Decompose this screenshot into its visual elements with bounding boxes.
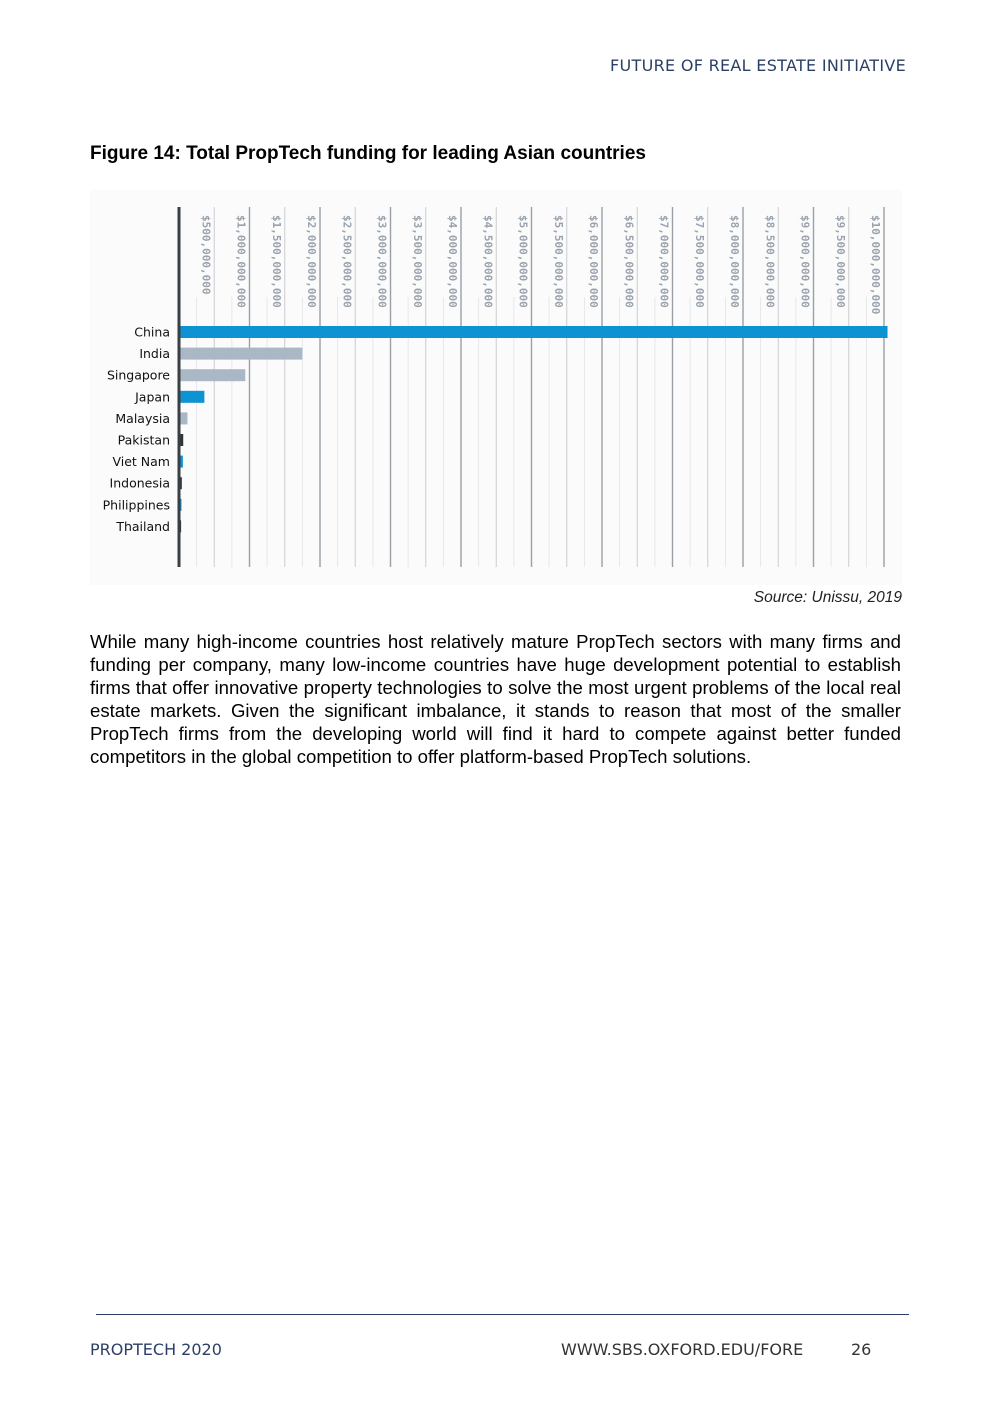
figure-source: Source: Unissu, 2019 <box>753 589 902 606</box>
category-label: Singapore <box>106 367 170 383</box>
bar-japan <box>179 391 204 403</box>
page-number: 26 <box>851 1340 872 1359</box>
category-label: India <box>139 346 170 362</box>
category-label: Philippines <box>102 497 170 513</box>
footer-url-link[interactable]: WWW.SBS.OXFORD.EDU/FORE <box>561 1340 804 1359</box>
tick-label: $500,000,000 <box>199 215 213 295</box>
tick-label: $8,500,000,000 <box>763 215 777 308</box>
chart-area <box>90 190 902 585</box>
category-label: China <box>134 324 170 340</box>
category-label: Malaysia <box>115 410 170 426</box>
footer-divider <box>96 1314 909 1315</box>
category-label: Japan <box>135 389 170 405</box>
tick-label: $1,000,000,000 <box>234 215 248 308</box>
figure-title: Figure 14: Total PropTech funding for leading Asian countries <box>90 143 646 164</box>
tick-label: $2,000,000,000 <box>305 215 318 308</box>
tick-label: $3,000,000,000 <box>375 215 389 308</box>
tick-label: $6,500,000,000 <box>622 215 636 308</box>
tick-label: $4,500,000,000 <box>481 215 495 308</box>
bar-india <box>179 348 302 360</box>
tick-label: $6,000,000,000 <box>587 215 600 308</box>
body-paragraph: While many high-income countries host relatively mature PropTech sectors with many firms and funding per company, many low-income countries have huge development potential to establish firms that offer innovative property technologies to solve the most urgent problems of the local real estate markets. Given the significant imbalance, it stands to reason that most of the smaller PropTech firms from the developing world will find it hard to compete against better funded competitors in the global competition to offer platform-based PropTech solutions. <box>90 631 901 767</box>
tick-label: $9,000,000,000 <box>798 215 812 308</box>
tick-label: $1,500,000,000 <box>269 215 283 308</box>
tick-label: $4,000,000,000 <box>446 215 459 308</box>
category-label: Thailand <box>116 518 170 534</box>
tick-label: $5,000,000,000 <box>516 215 530 308</box>
category-label: Viet Nam <box>112 454 170 470</box>
bar-singapore <box>179 369 245 381</box>
tick-label: $5,500,000,000 <box>551 215 565 308</box>
tick-label: $7,000,000,000 <box>657 215 671 308</box>
footer-report-name: PROPTECH 2020 <box>90 1340 222 1359</box>
tick-label: $3,500,000,000 <box>410 215 424 308</box>
tick-label: $10,000,000,000 <box>869 215 882 315</box>
category-label: Pakistan <box>117 432 170 448</box>
tick-label: $7,500,000,000 <box>692 215 706 308</box>
bar-china <box>179 326 888 338</box>
category-label: Indonesia <box>109 475 170 491</box>
tick-label: $2,500,000,000 <box>340 215 354 308</box>
funding-bar-chart <box>90 190 902 585</box>
header-title: FUTURE OF REAL ESTATE INITIATIVE <box>610 56 906 75</box>
tick-label: $8,000,000,000 <box>728 215 741 308</box>
tick-label: $9,500,000,000 <box>833 215 847 308</box>
